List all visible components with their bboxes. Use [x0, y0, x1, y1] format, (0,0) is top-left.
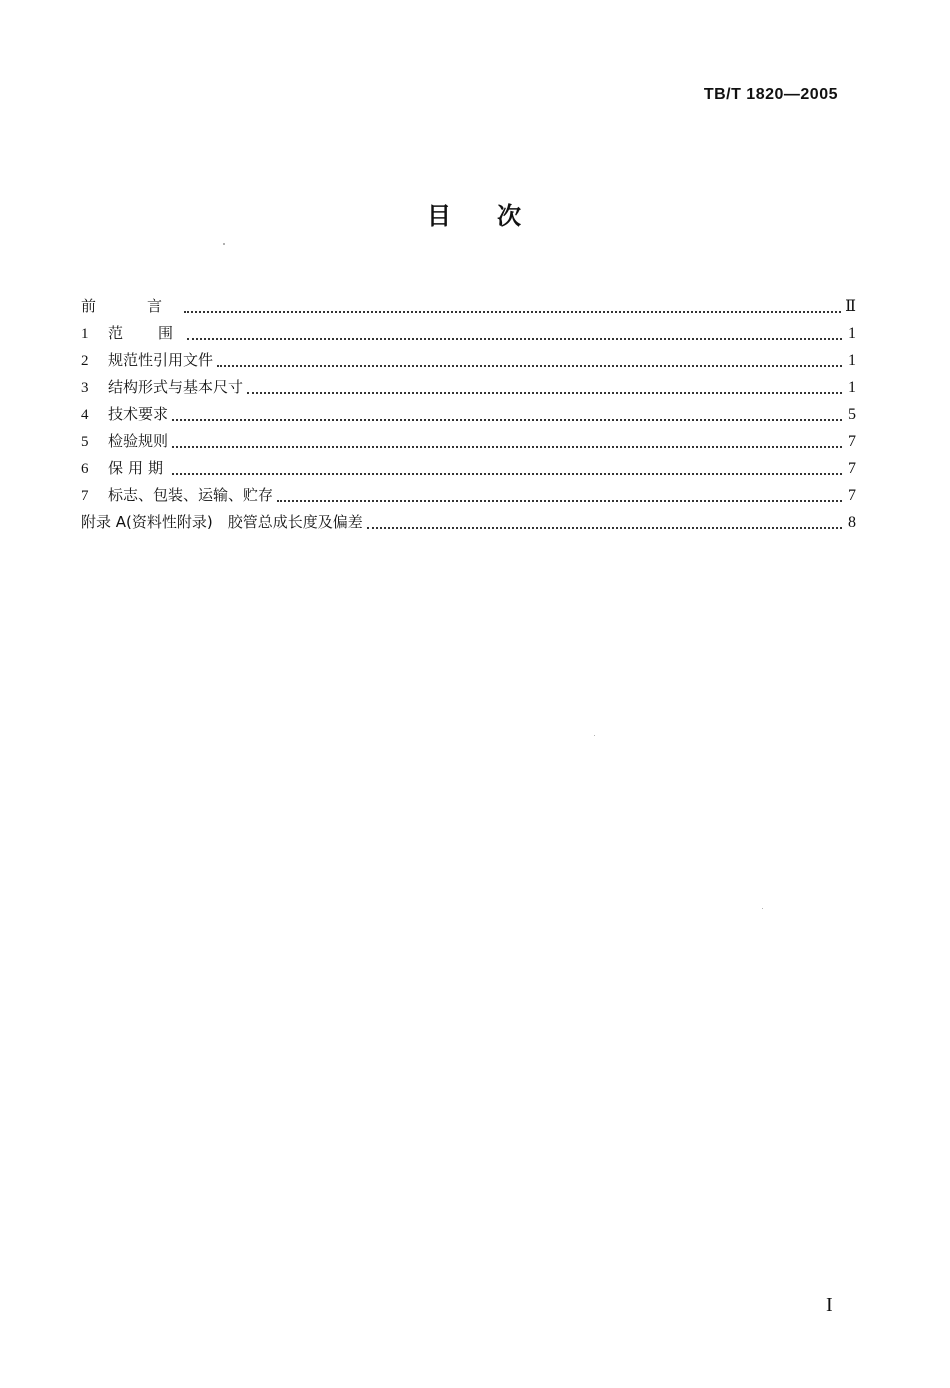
toc-entry-label: 技术要求 — [108, 405, 169, 423]
toc-entry-page: 1 — [848, 379, 856, 396]
toc-entry-normative-references[interactable] — [81, 350, 856, 377]
toc-title — [0, 196, 950, 231]
toc-entry-number: 2 — [81, 353, 89, 369]
toc-title-char-1: 目 — [427, 202, 453, 230]
toc-entry-marking-packaging[interactable] — [81, 485, 856, 512]
table-of-contents — [81, 296, 856, 539]
toc-entry-label: 范 围 — [108, 324, 184, 342]
dot-leader — [172, 433, 842, 448]
toc-entry-scope[interactable] — [81, 323, 856, 350]
toc-entry-number: 3 — [81, 380, 89, 396]
toc-entry-page: 7 — [848, 487, 856, 504]
dot-leader — [217, 352, 842, 367]
toc-entry-number: 7 — [81, 488, 89, 504]
dot-leader — [187, 325, 842, 340]
toc-entry-label: 规范性引用文件 — [108, 351, 214, 369]
toc-entry-inspection-rules[interactable] — [81, 431, 856, 458]
toc-entry-label: 附录 A(资料性附录) 胶管总成长度及偏差 — [81, 513, 363, 531]
toc-entry-warranty-period[interactable] — [81, 458, 856, 485]
document-id: TB/T 1820—2005 — [703, 86, 838, 103]
dot-leader — [277, 487, 842, 502]
toc-entry-page: 5 — [848, 406, 856, 423]
toc-entry-page: 1 — [848, 325, 856, 342]
toc-title-char-2: 次 — [497, 202, 523, 230]
scan-speck — [223, 243, 225, 245]
toc-entry-structure-dimensions[interactable] — [81, 377, 856, 404]
toc-entry-label: 标志、包装、运输、贮存 — [108, 486, 274, 504]
toc-entry-number: 1 — [81, 326, 89, 342]
toc-entry-page: 7 — [848, 460, 856, 477]
toc-entry-page: 8 — [848, 514, 856, 531]
toc-entry-label: 保用期 — [108, 459, 169, 477]
toc-entry-page: 1 — [848, 352, 856, 369]
toc-entry-number: 6 — [81, 461, 89, 477]
toc-entry-label: 结构形式与基本尺寸 — [108, 378, 244, 396]
toc-entry-page: Ⅱ — [845, 298, 856, 315]
dot-leader — [184, 298, 841, 313]
scan-speck — [594, 735, 595, 736]
scan-speck — [762, 908, 763, 909]
toc-entry-page: 7 — [848, 433, 856, 450]
dot-leader — [367, 514, 842, 529]
page-number: I — [826, 1294, 833, 1316]
toc-entry-label: 检验规则 — [108, 432, 169, 450]
toc-entry-number: 5 — [81, 434, 89, 450]
toc-entry-annex-a[interactable] — [81, 512, 856, 539]
dot-leader — [247, 379, 842, 394]
toc-entry-foreword[interactable] — [81, 296, 856, 323]
toc-entry-label: 前 言 — [81, 297, 181, 315]
dot-leader — [172, 406, 842, 421]
dot-leader — [172, 460, 842, 475]
toc-entry-technical-requirements[interactable] — [81, 404, 856, 431]
toc-entry-number: 4 — [81, 407, 89, 423]
